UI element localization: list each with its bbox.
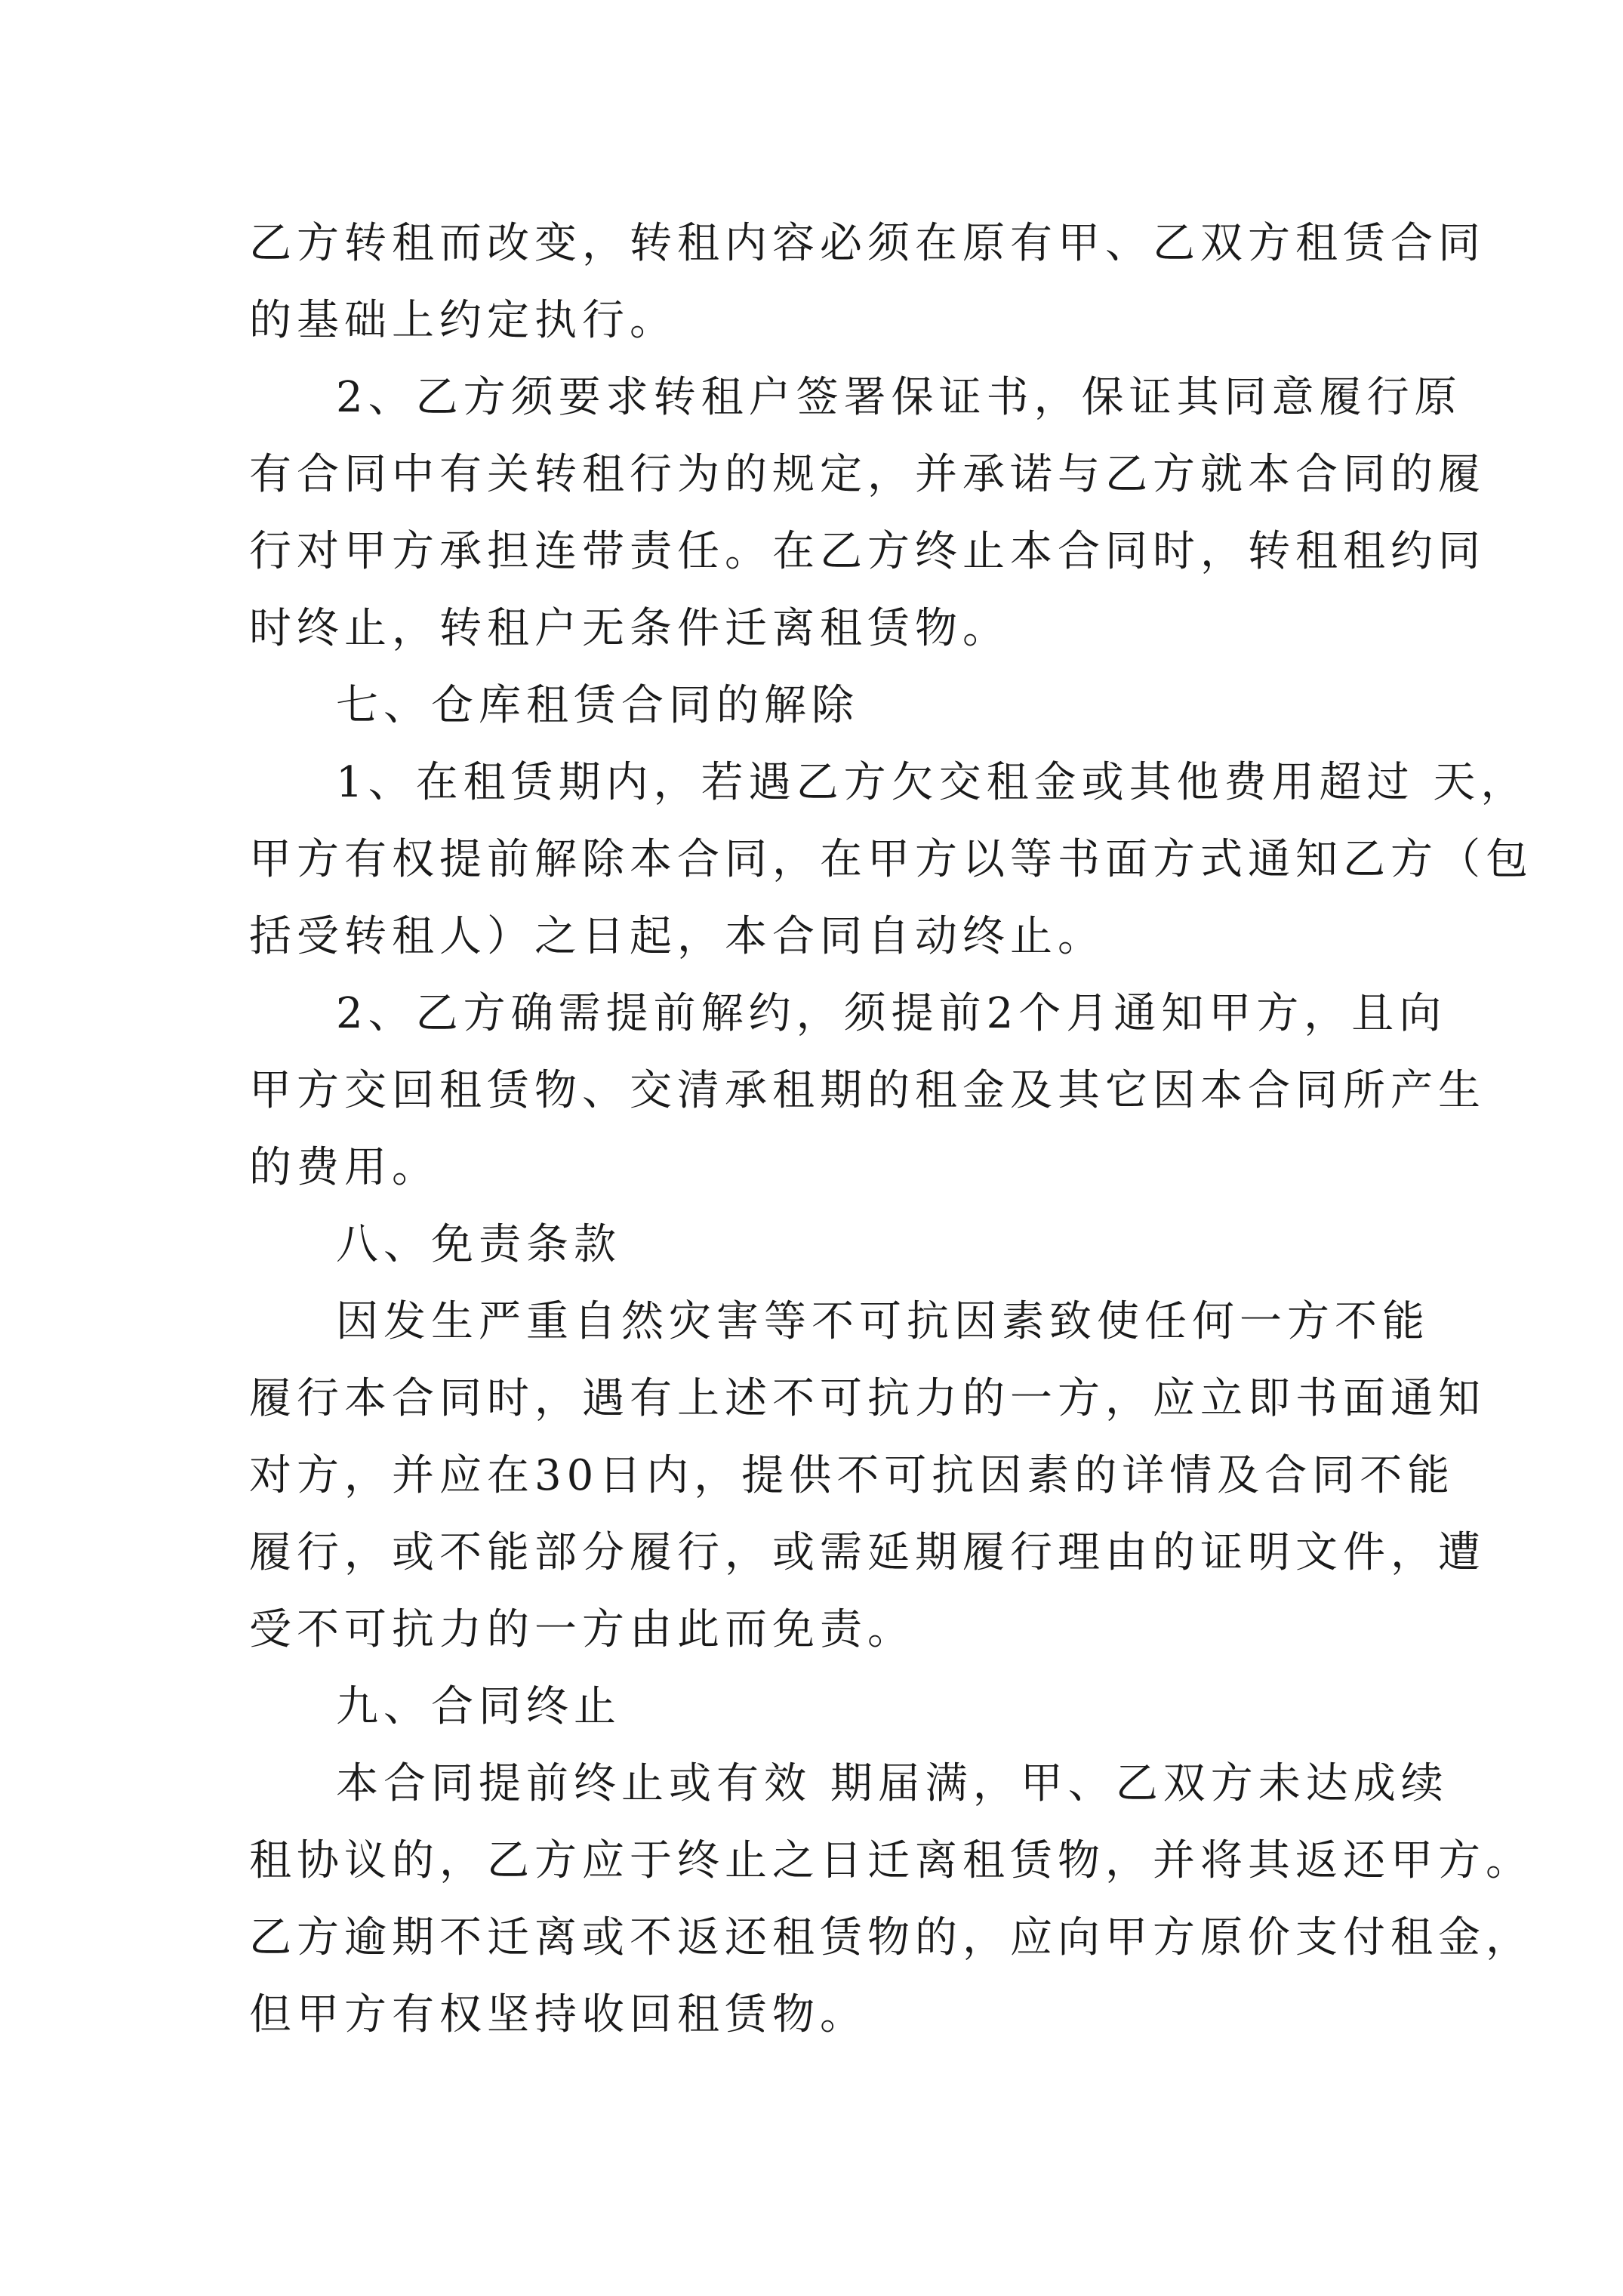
text-line: 的基础上约定执行。 [249,296,677,345]
text-line: 履行，或不能部分履行，或需延期履行理由的证明文件，遭 [249,1528,1486,1577]
paragraph-start-line: 本合同提前终止或有效 期届满，甲、乙双方未达成续 [336,1759,1449,1808]
text-line: 的费用。 [249,1143,439,1192]
text-line: 乙方转租而改变，转租内容必须在原有甲、乙双方租赁合同 [249,219,1486,268]
paragraph-start-line: 因发生严重自然灾害等不可抗因素致使任何一方不能 [336,1297,1430,1346]
section-heading: 八、免责条款 [336,1220,621,1269]
paragraph-start-line: 2、乙方确需提前解约，须提前2个月通知甲方，且向 [336,989,1447,1038]
paragraph-start-line: 1、在租赁期内，若遇乙方欠交租金或其他费用超过 天， [336,758,1529,807]
text-line: 受不可抗力的一方由此而免责。 [249,1605,915,1654]
text-line: 履行本合同时，遇有上述不可抗力的一方，应立即书面通知 [249,1374,1486,1423]
text-line: 行对甲方承担连带责任。在乙方终止本合同时，转租租约同 [249,527,1486,576]
text-line: 时终止，转租户无条件迁离租赁物。 [249,604,1010,653]
paragraph-start-line: 2、乙方须要求转租户签署保证书，保证其同意履行原 [336,373,1462,422]
text-line: 对方，并应在30日内，提供不可抗因素的详情及合同不能 [249,1451,1455,1500]
section-heading: 九、合同终止 [336,1682,621,1731]
text-line: 甲方有权提前解除本合同，在甲方以等书面方式通知乙方（包 [249,835,1533,884]
text-line: 有合同中有关转租行为的规定，并承诺与乙方就本合同的履 [249,450,1486,499]
text-line: 租协议的，乙方应于终止之日迁离租赁物，并将其返还甲方。 [249,1836,1533,1885]
text-line: 乙方逾期不迁离或不返还租赁物的，应向甲方原价支付租金， [249,1913,1533,1962]
document-body [249,205,1533,2054]
section-heading: 七、仓库租赁合同的解除 [336,681,859,730]
text-line: 但甲方有权坚持收回租赁物。 [249,1990,867,2039]
text-line: 括受转租人）之日起，本合同自动终止。 [249,912,1105,961]
text-line: 甲方交回租赁物、交清承租期的租金及其它因本合同所产生 [249,1066,1486,1115]
